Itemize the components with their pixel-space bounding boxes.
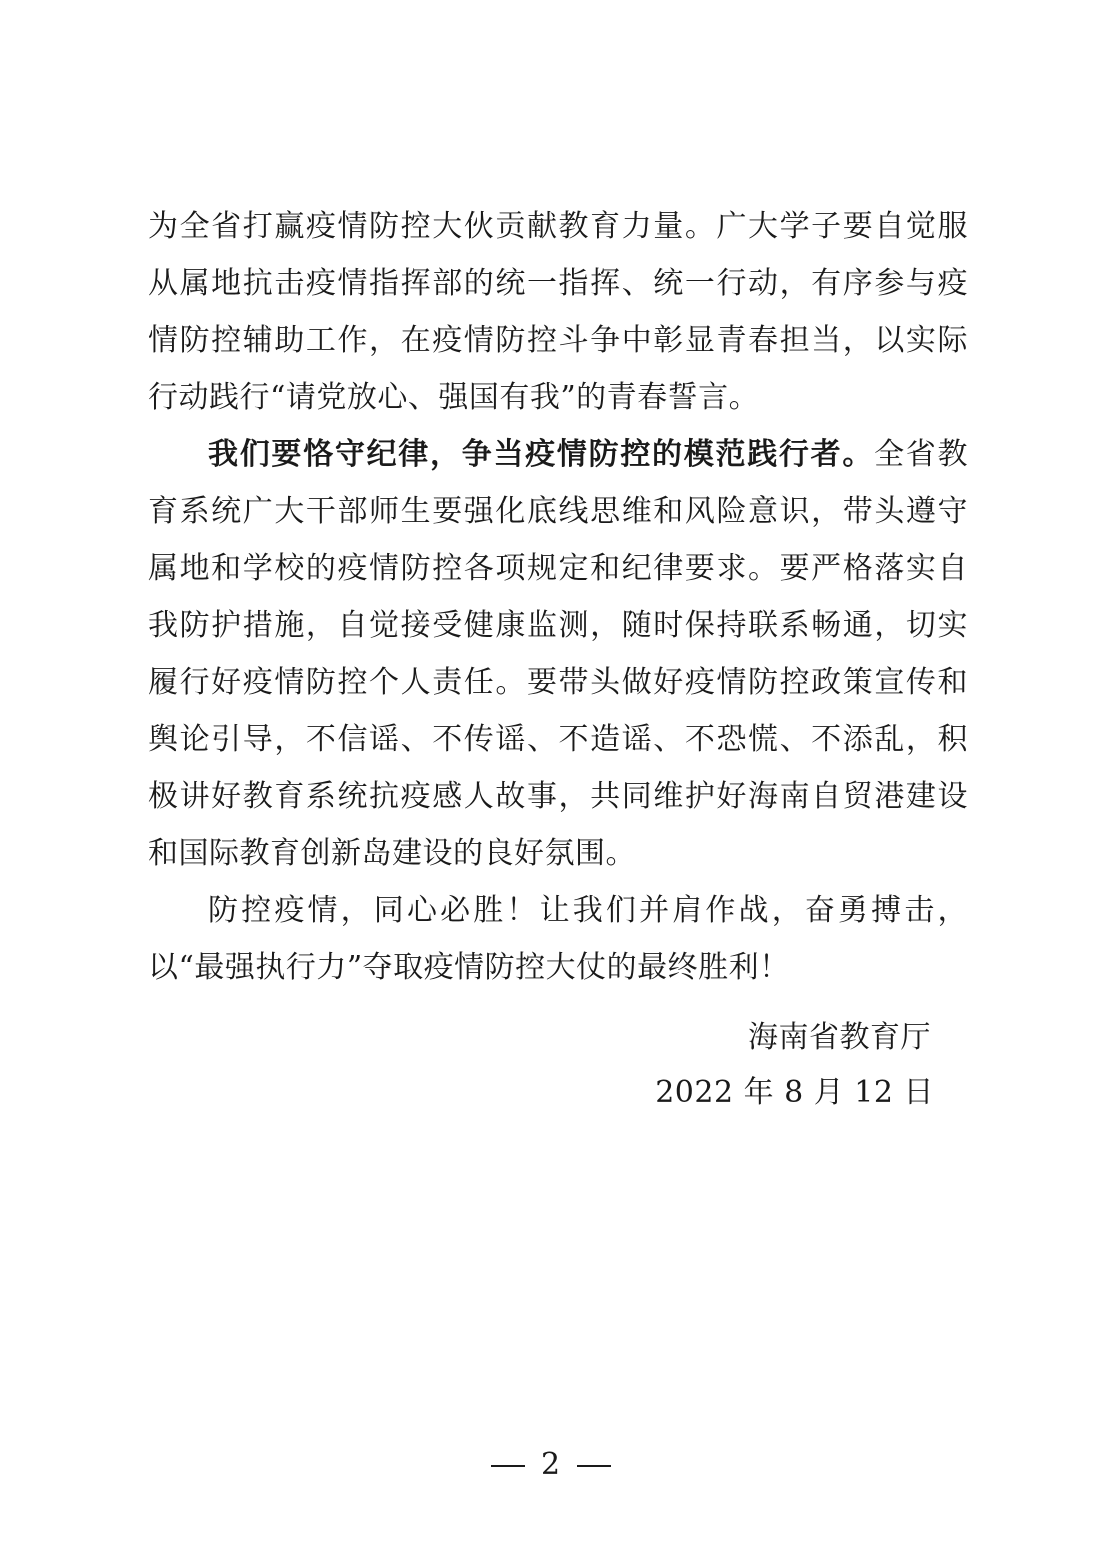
paragraph-discipline [148,426,968,882]
dash-left [491,1465,525,1467]
document-body [148,198,968,996]
dash-right [577,1465,611,1467]
signature-block [655,1010,934,1120]
signature-organization: 海南省教育厅 [748,1020,931,1055]
paragraph-continuation: 为全省打赢疫情防控大伙贡献教育力量。广大学子要自觉服从属地抗击疫情指挥部的统一指挥、统一行动，有序参与疫情防控辅助工作，在疫情防控斗争中彰显青春担当，以实际行动践行“请党放心、强国有我”的青春誓言。 [148,209,968,415]
page-footer [0,1447,1102,1482]
signature-date: 2022 年 8 月 12 日 [655,1075,934,1110]
paragraph-closing: 防控疫情，同心必胜！让我们并肩作战，奋勇搏击，以“最强执行力”夺取疫情防控大仗的最终胜利！ [148,893,968,985]
paragraph-text: 全省教育系统广大干部师生要强化底线思维和风险意识，带头遵守属地和学校的疫情防控各项规定和纪律要求。要严格落实自我防护措施，自觉接受健康监测，随时保持联系畅通，切实履行好疫情防控个人责任。要带头做好疫情防控政策宣传和舆论引导，不信谣、不传谣、不造谣、不恐慌、不添乱，积极讲好教育系统抗疫感人故事，共同维护好海南自贸港建设和国际教育创新岛建设的良好氛围。 [148,437,969,871]
page-number: 2 [540,1447,562,1482]
paragraph-lead: 我们要恪守纪律，争当疫情防控的模范践行者。 [208,437,875,472]
